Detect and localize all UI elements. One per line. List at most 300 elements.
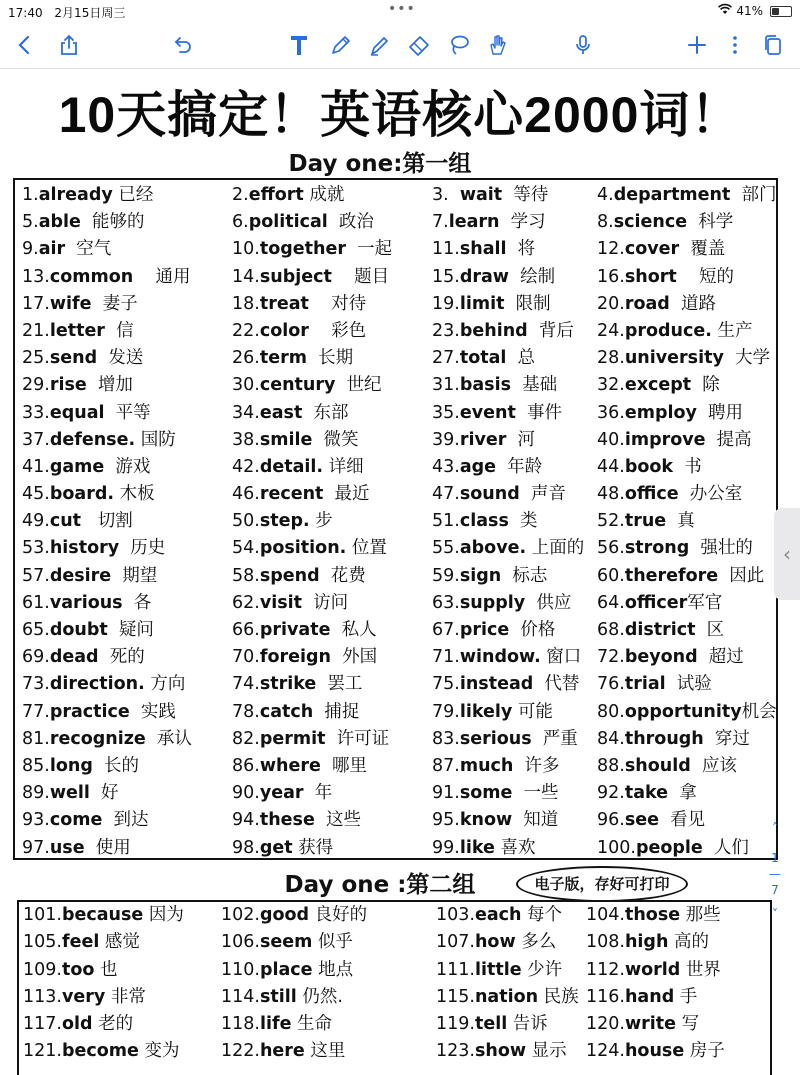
word-english: behind xyxy=(459,320,528,341)
word-number: 12. xyxy=(597,239,625,260)
word-number: 26. xyxy=(232,348,260,369)
text-tool-icon[interactable] xyxy=(282,28,316,62)
word-number: 7. xyxy=(432,212,449,233)
word-chinese: 世纪 xyxy=(335,375,382,396)
word-chinese: 拿 xyxy=(668,783,697,804)
lasso-icon[interactable] xyxy=(442,28,476,62)
word-english: supply xyxy=(459,592,526,613)
word-entry xyxy=(221,902,436,929)
word-chinese: 一起 xyxy=(345,239,393,260)
word-english: write xyxy=(624,1014,676,1035)
word-chinese: 地点 xyxy=(312,959,354,980)
word-entry xyxy=(22,372,232,399)
word-english: detail. xyxy=(259,456,324,477)
group2-title: Day one :第二组 xyxy=(284,872,476,898)
word-chinese: 真 xyxy=(666,511,695,532)
word-number: 36. xyxy=(597,402,625,423)
word-entry xyxy=(221,957,436,984)
word-entry xyxy=(436,984,586,1011)
word-number: 93. xyxy=(22,810,50,831)
word-chinese: 看见 xyxy=(659,810,706,831)
word-number: 86. xyxy=(232,755,260,776)
word-entry xyxy=(586,929,776,956)
word-english: nation xyxy=(474,986,539,1007)
word-number: 119. xyxy=(436,1014,475,1035)
word-number: 57. xyxy=(22,565,50,586)
word-chinese: 事件 xyxy=(515,402,562,423)
word-english: recent xyxy=(259,484,324,505)
word-entry xyxy=(432,671,597,698)
word-chinese: 方向 xyxy=(144,674,186,695)
word-chinese: 严重 xyxy=(531,728,578,749)
word-number: 14. xyxy=(232,266,260,287)
word-english: long xyxy=(49,755,93,776)
word-english: seem xyxy=(259,932,313,953)
word-entry xyxy=(232,372,432,399)
wifi-icon xyxy=(718,4,732,18)
word-entry xyxy=(586,984,776,1011)
word-english: shall xyxy=(459,239,507,260)
group1-box xyxy=(13,178,778,860)
word-entry xyxy=(232,182,432,209)
word-entry xyxy=(22,835,232,862)
word-number: 23. xyxy=(432,320,460,341)
word-number: 24. xyxy=(597,320,625,341)
word-chinese: 到达 xyxy=(102,810,149,831)
word-number: 76. xyxy=(597,674,625,695)
word-entry xyxy=(597,644,772,671)
word-number: 80. xyxy=(597,701,625,722)
word-english: recognize xyxy=(49,728,146,749)
word-entry xyxy=(597,372,772,399)
word-english: basis xyxy=(459,375,512,396)
word-entry xyxy=(232,780,432,807)
word-entry xyxy=(22,508,232,535)
multitask-dots-icon[interactable]: ••• xyxy=(388,1,416,17)
word-chinese: 空气 xyxy=(65,239,112,260)
word-chinese: 好 xyxy=(89,783,119,804)
word-entry xyxy=(221,929,436,956)
word-chinese: 试验 xyxy=(665,674,712,695)
word-english: permit xyxy=(259,728,326,749)
word-chinese: 微笑 xyxy=(312,429,359,450)
word-chinese: 少许 xyxy=(521,959,563,980)
word-entry xyxy=(22,264,232,291)
page-current: 1 xyxy=(771,851,779,865)
word-english: see xyxy=(624,810,659,831)
group1-word-grid xyxy=(22,182,776,862)
word-english: practice xyxy=(49,701,130,722)
word-number: 89. xyxy=(22,783,50,804)
word-entry xyxy=(436,957,586,984)
word-english: spend xyxy=(259,565,320,586)
word-entry xyxy=(232,699,432,726)
word-english: air xyxy=(38,239,66,260)
annotation-note: 电子版，存好可打印 xyxy=(516,866,688,902)
word-number: 61. xyxy=(22,592,50,613)
word-number: 5. xyxy=(22,212,39,233)
word-number: 72. xyxy=(597,647,625,668)
word-chinese: 外国 xyxy=(330,647,378,668)
word-number: 43. xyxy=(432,456,460,477)
word-chinese: 非常 xyxy=(105,986,146,1007)
word-entry xyxy=(597,236,772,263)
word-chinese: 捕捉 xyxy=(313,701,360,722)
word-chinese: 将 xyxy=(506,239,536,260)
word-chinese: 成就 xyxy=(303,185,345,205)
word-english: river xyxy=(459,429,507,450)
word-english: east xyxy=(259,402,303,423)
eraser-icon[interactable] xyxy=(402,28,436,62)
word-entry xyxy=(597,427,772,454)
word-english: feel xyxy=(61,932,100,953)
word-entry xyxy=(22,780,232,807)
word-english: little xyxy=(474,959,522,980)
word-entry xyxy=(432,753,597,780)
word-english: hand xyxy=(624,986,675,1007)
word-chinese: 声音 xyxy=(519,484,566,505)
word-entry xyxy=(22,535,232,562)
word-english: send xyxy=(49,348,98,369)
word-chinese: 人们 xyxy=(702,837,749,858)
word-entry xyxy=(597,590,772,617)
word-english: foreign xyxy=(259,647,331,668)
word-entry xyxy=(597,617,772,644)
word-entry xyxy=(432,209,597,236)
word-english: draw xyxy=(459,266,509,287)
word-entry xyxy=(232,481,432,508)
word-number: 121. xyxy=(23,1041,62,1062)
word-chinese: 通用 xyxy=(133,266,191,287)
word-number: 20. xyxy=(597,293,625,314)
word-entry xyxy=(586,902,776,929)
word-chinese: 题目 xyxy=(331,266,390,287)
add-icon[interactable] xyxy=(680,28,714,62)
word-entry xyxy=(22,400,232,427)
word-chinese: 代替 xyxy=(533,674,580,695)
word-entry xyxy=(432,780,597,807)
word-chinese: 上面的 xyxy=(526,538,585,559)
word-entry xyxy=(22,807,232,834)
word-english: show xyxy=(474,1041,527,1062)
word-chinese: 长期 xyxy=(306,348,354,369)
word-number: 69. xyxy=(22,647,50,668)
word-entry xyxy=(436,929,586,956)
word-chinese: 基础 xyxy=(511,375,558,396)
word-number: 30. xyxy=(232,375,260,396)
chevron-left-icon: ‹ xyxy=(783,542,791,566)
word-entry xyxy=(23,1011,221,1038)
word-entry xyxy=(597,454,772,481)
word-entry xyxy=(23,929,221,956)
word-number: 39. xyxy=(432,429,460,450)
word-chinese: 学习 xyxy=(499,212,546,233)
word-number: 65. xyxy=(22,620,50,640)
word-english: these xyxy=(259,810,315,831)
word-entry xyxy=(597,835,772,862)
word-chinese: 许多 xyxy=(513,755,560,776)
pen-icon[interactable] xyxy=(324,28,358,62)
word-english: still xyxy=(259,986,297,1007)
word-english: price xyxy=(459,620,510,640)
word-english: limit xyxy=(459,293,505,314)
word-number: 2. xyxy=(232,185,249,205)
word-entry xyxy=(23,957,221,984)
word-english: place xyxy=(259,959,313,980)
word-number: 1. xyxy=(22,185,39,205)
word-chinese: 书 xyxy=(673,456,702,477)
word-entry xyxy=(597,182,777,209)
word-entry xyxy=(232,671,432,698)
word-english: class xyxy=(459,511,509,532)
word-number: 78. xyxy=(232,701,260,722)
word-english: world xyxy=(624,959,681,980)
word-number: 115. xyxy=(436,986,475,1007)
word-number: 25. xyxy=(22,348,50,369)
word-chinese: 知道 xyxy=(512,810,559,831)
word-english: each xyxy=(474,905,522,925)
chevron-down-icon: ˅ xyxy=(772,907,778,921)
word-english: position. xyxy=(259,538,347,559)
word-entry xyxy=(432,182,597,209)
word-english: various xyxy=(49,592,123,613)
word-number: 123. xyxy=(436,1041,475,1062)
word-chinese: 写 xyxy=(676,1014,700,1035)
word-entry xyxy=(23,984,221,1011)
word-chinese: 平等 xyxy=(104,402,151,423)
word-number: 70. xyxy=(232,647,260,668)
word-english: smile xyxy=(259,429,313,450)
back-icon[interactable] xyxy=(8,28,42,62)
word-chinese: 各 xyxy=(122,592,152,613)
word-english: visit xyxy=(259,592,303,613)
word-number: 27. xyxy=(432,348,460,369)
word-entry xyxy=(432,454,597,481)
word-entry xyxy=(22,671,232,698)
word-chinese: 生产 xyxy=(711,320,753,341)
word-number: 94. xyxy=(232,810,260,831)
battery-icon xyxy=(770,6,792,17)
word-chinese: 办公室 xyxy=(678,484,743,505)
word-number: 103. xyxy=(436,905,475,925)
word-english: here xyxy=(259,1041,305,1062)
word-chinese: 背后 xyxy=(527,320,574,341)
word-english: defense. xyxy=(49,429,136,450)
sidebar-pull-tab[interactable] xyxy=(774,508,800,600)
word-chinese: 良好的 xyxy=(309,905,368,925)
word-entry xyxy=(22,318,232,345)
word-number: 88. xyxy=(597,755,625,776)
word-number: 112. xyxy=(586,959,625,980)
word-number: 87. xyxy=(432,755,460,776)
word-chinese: 超过 xyxy=(697,647,744,668)
word-chinese: 最近 xyxy=(323,484,370,505)
word-number: 58. xyxy=(232,565,260,586)
word-english: office xyxy=(624,484,679,505)
undo-icon[interactable] xyxy=(166,28,200,62)
word-chinese: 除 xyxy=(691,375,720,396)
word-chinese: 喜欢 xyxy=(494,837,536,858)
page-title: 10天搞定！英语核心2000词！ xyxy=(58,87,742,143)
word-chinese: 花费 xyxy=(319,565,366,586)
word-english: instead xyxy=(459,674,534,695)
word-english: officer xyxy=(624,592,688,613)
word-chinese: 哪里 xyxy=(320,755,367,776)
word-number: 44. xyxy=(597,456,625,477)
word-chinese: 长的 xyxy=(92,755,139,776)
word-entry xyxy=(432,236,597,263)
hand-gesture-icon[interactable] xyxy=(480,28,514,62)
word-chinese: 区 xyxy=(695,620,725,640)
word-english: know xyxy=(459,810,513,831)
word-chinese: 窗口 xyxy=(540,647,582,668)
word-number: 22. xyxy=(232,320,260,341)
highlighter-icon[interactable] xyxy=(362,28,396,62)
word-english: century xyxy=(259,375,336,396)
word-entry xyxy=(432,481,597,508)
status-left xyxy=(8,4,133,21)
word-chinese: 妻子 xyxy=(91,293,138,314)
word-chinese: 彩色 xyxy=(308,320,367,341)
word-entry xyxy=(432,807,597,834)
word-number: 18. xyxy=(232,293,260,314)
word-english: sound xyxy=(459,484,520,505)
word-english: board. xyxy=(49,484,115,505)
word-english: color xyxy=(259,320,309,341)
word-english: step. xyxy=(259,511,310,532)
word-entry xyxy=(432,318,597,345)
word-chinese: 高的 xyxy=(668,932,709,953)
word-number: 62. xyxy=(232,592,260,613)
battery-percent: 41% xyxy=(736,4,763,18)
word-english: through xyxy=(624,728,704,749)
word-english: very xyxy=(61,986,106,1007)
word-number: 96. xyxy=(597,810,625,831)
word-english: people xyxy=(635,837,703,858)
word-english: old xyxy=(61,1014,93,1035)
word-number: 59. xyxy=(432,565,460,586)
word-english: learn xyxy=(448,212,500,233)
word-chinese: 穿过 xyxy=(703,728,750,749)
word-entry xyxy=(597,291,772,318)
word-chinese: 年龄 xyxy=(496,456,543,477)
word-number: 3. xyxy=(432,185,460,205)
word-chinese: 对待 xyxy=(308,293,367,314)
word-entry xyxy=(23,902,221,929)
word-entry xyxy=(597,209,772,236)
word-chinese: 变为 xyxy=(138,1041,180,1062)
word-number: 13. xyxy=(22,266,50,287)
word-english: come xyxy=(49,810,103,831)
status-bar xyxy=(0,0,800,22)
share-icon[interactable] xyxy=(52,28,86,62)
word-english: event xyxy=(459,402,516,423)
word-english: wife xyxy=(49,293,92,314)
word-number: 56. xyxy=(597,538,625,559)
word-chinese: 切割 xyxy=(81,511,133,532)
word-number: 38. xyxy=(232,429,260,450)
word-english: district xyxy=(624,620,696,640)
word-english: common xyxy=(49,266,134,287)
word-english: well xyxy=(49,783,90,804)
word-number: 63. xyxy=(432,592,460,613)
word-number: 113. xyxy=(23,986,62,1007)
word-number: 50. xyxy=(232,511,260,532)
word-number: 75. xyxy=(432,674,460,695)
pages-icon[interactable] xyxy=(756,28,790,62)
word-english: get xyxy=(259,837,293,858)
word-english: department xyxy=(613,185,731,205)
word-chinese: 多么 xyxy=(515,932,557,953)
word-number: 71. xyxy=(432,647,460,668)
word-chinese: 聘用 xyxy=(696,402,744,423)
word-english: above. xyxy=(459,538,527,559)
word-number: 79. xyxy=(432,701,460,722)
word-number: 77. xyxy=(22,701,50,722)
word-english: become xyxy=(61,1041,139,1062)
word-chinese: 政治 xyxy=(327,212,374,233)
word-chinese: 河 xyxy=(506,429,536,450)
word-number: 15. xyxy=(432,266,460,287)
word-chinese: 类 xyxy=(508,511,538,532)
word-english: game xyxy=(49,456,105,477)
word-english: high xyxy=(624,932,669,953)
word-entry xyxy=(432,400,597,427)
more-icon[interactable] xyxy=(718,28,752,62)
word-english: except xyxy=(624,375,692,396)
word-entry xyxy=(232,590,432,617)
word-chinese: 老的 xyxy=(92,1014,134,1035)
word-english: university xyxy=(624,348,724,369)
word-entry xyxy=(221,984,436,1011)
page-indicator[interactable] xyxy=(764,820,786,940)
word-chinese: 可能 xyxy=(512,701,553,722)
word-number: 31. xyxy=(432,375,460,396)
word-chinese: 已经 xyxy=(112,185,154,205)
word-english: rise xyxy=(49,375,87,396)
word-english: effort xyxy=(248,185,304,205)
word-chinese: 许可证 xyxy=(325,728,390,749)
word-number: 114. xyxy=(221,986,260,1007)
word-number: 9. xyxy=(22,239,39,260)
document-page[interactable] xyxy=(0,68,800,1068)
word-chinese: 能够的 xyxy=(80,212,145,233)
microphone-icon[interactable] xyxy=(566,28,600,62)
word-entry xyxy=(22,427,232,454)
word-number: 105. xyxy=(23,932,62,953)
word-english: wait xyxy=(459,185,503,205)
word-english: doubt xyxy=(49,620,108,640)
word-english: science xyxy=(613,212,688,233)
word-entry xyxy=(22,644,232,671)
word-chinese: 民族 xyxy=(538,986,579,1007)
word-english: already xyxy=(38,185,113,205)
word-number: 55. xyxy=(432,538,460,559)
word-entry xyxy=(597,780,772,807)
group1-title: Day one:第一组 xyxy=(288,151,472,177)
word-entry xyxy=(597,726,772,753)
word-english: short xyxy=(624,266,677,287)
word-entry xyxy=(597,400,772,427)
word-entry xyxy=(232,291,432,318)
word-chinese: 信 xyxy=(104,320,134,341)
word-number: 98. xyxy=(232,837,260,858)
word-entry xyxy=(597,671,772,698)
word-english: subject xyxy=(259,266,332,287)
word-chinese: 年 xyxy=(303,783,333,804)
word-number: 120. xyxy=(586,1014,625,1035)
word-entry xyxy=(586,957,776,984)
